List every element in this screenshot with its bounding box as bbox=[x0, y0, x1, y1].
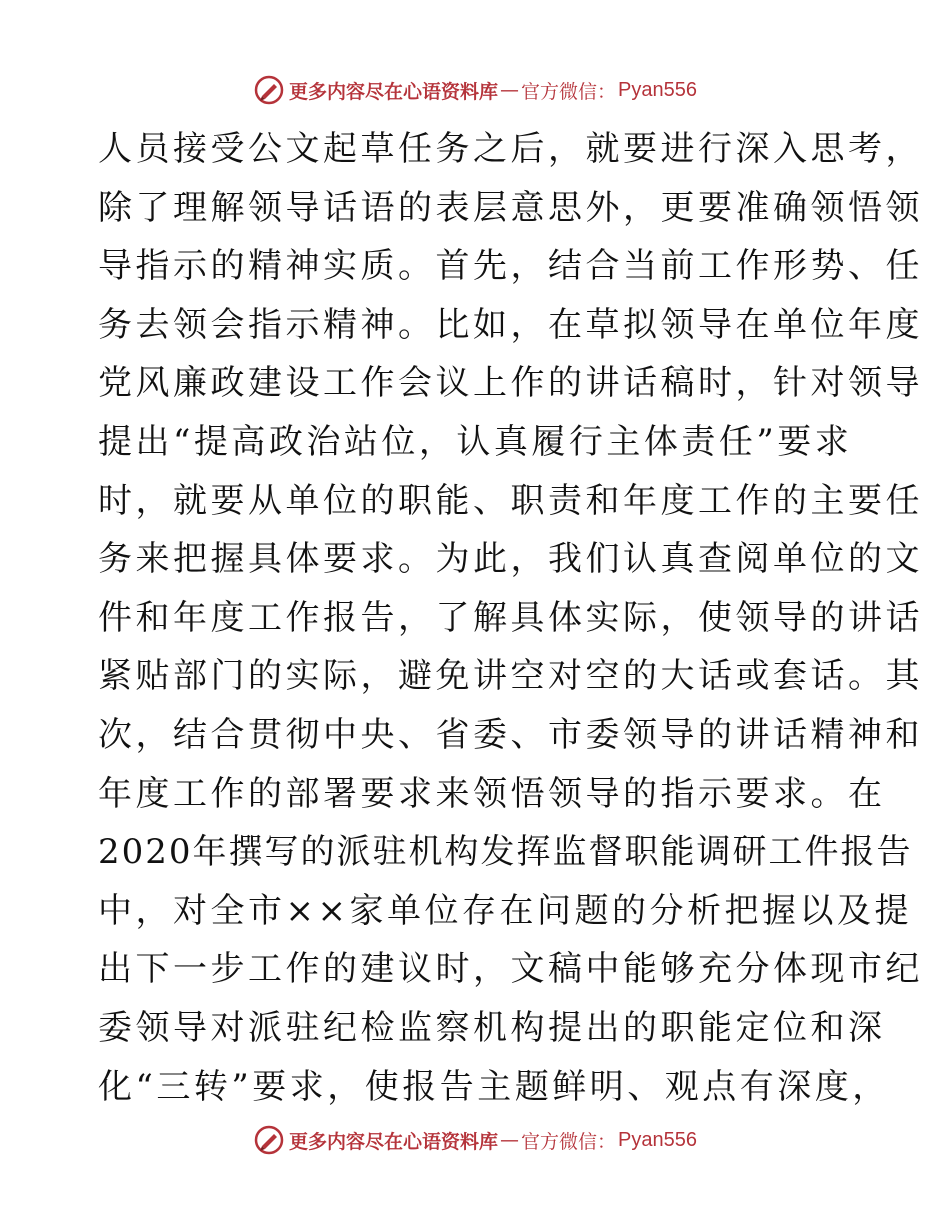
text-line: 出下一步工作的建议时，文稿中能够充分体现市纪 bbox=[98, 949, 923, 990]
text-line: 人员接受公文起草任务之后，就要进行深入思考， bbox=[98, 129, 923, 169]
text-line: 务来把握具体要求。为此，我们认真查阅单位的文 bbox=[98, 539, 923, 580]
footer-banner bbox=[0, 1120, 950, 1160]
text-line: 除了理解领导话语的表层意思外，更要准确领悟领 bbox=[98, 187, 923, 228]
text-line: 务去领会指示精神。比如，在草拟领导在单位年度 bbox=[98, 304, 923, 345]
header-banner-text: 更多内容尽在心语资料库 bbox=[289, 80, 499, 103]
text-line: 导指示的精神实质。首先，结合当前工作形势、任 bbox=[98, 246, 923, 287]
document-body bbox=[98, 120, 923, 1116]
text-line: 党风廉政建设工作会议上作的讲话稿时，针对领导 bbox=[98, 363, 923, 404]
footer-banner-wechat-id: Pyan556 bbox=[618, 1128, 697, 1151]
text-line: 中，对全市××家单位存在问题的分析把握以及提 bbox=[98, 890, 912, 931]
text-line: 化“三转”要求，使报告主题鲜明、观点有深度， bbox=[98, 1066, 890, 1107]
text-line: 2020年撰写的派驻机构发挥监督职能调研工件报告 bbox=[98, 832, 913, 873]
header-banner-dash: — bbox=[500, 79, 520, 101]
footer-banner-text: 更多内容尽在心语资料库 bbox=[289, 1130, 499, 1153]
text-line: 时，就要从单位的职能、职责和年度工作的主要任 bbox=[98, 480, 923, 521]
text-line: 次，结合贯彻中央、省委、市委领导的讲话精神和 bbox=[98, 714, 923, 755]
text-line: 件和年度工作报告，了解具体实际，使领导的讲话 bbox=[98, 597, 923, 638]
text-line: 年度工作的部署要求来领悟领导的指示要求。在 bbox=[98, 773, 886, 814]
footer-banner-suffix: 官方微信： bbox=[521, 1130, 617, 1153]
text-line: 紧贴部门的实际，避免讲空对空的大话或套话。其 bbox=[98, 656, 923, 697]
text-line: 提出“提高政治站位，认真履行主体责任”要求 bbox=[98, 421, 853, 462]
pen-logo-icon bbox=[253, 74, 285, 106]
header-banner bbox=[0, 70, 950, 110]
header-banner-suffix: 官方微信： bbox=[521, 80, 617, 103]
pen-logo-icon bbox=[253, 1124, 285, 1156]
footer-banner-dash: — bbox=[500, 1129, 520, 1151]
header-banner-wechat-id: Pyan556 bbox=[618, 78, 697, 101]
text-line: 委领导对派驻纪检监察机构提出的职能定位和深 bbox=[98, 1007, 886, 1048]
